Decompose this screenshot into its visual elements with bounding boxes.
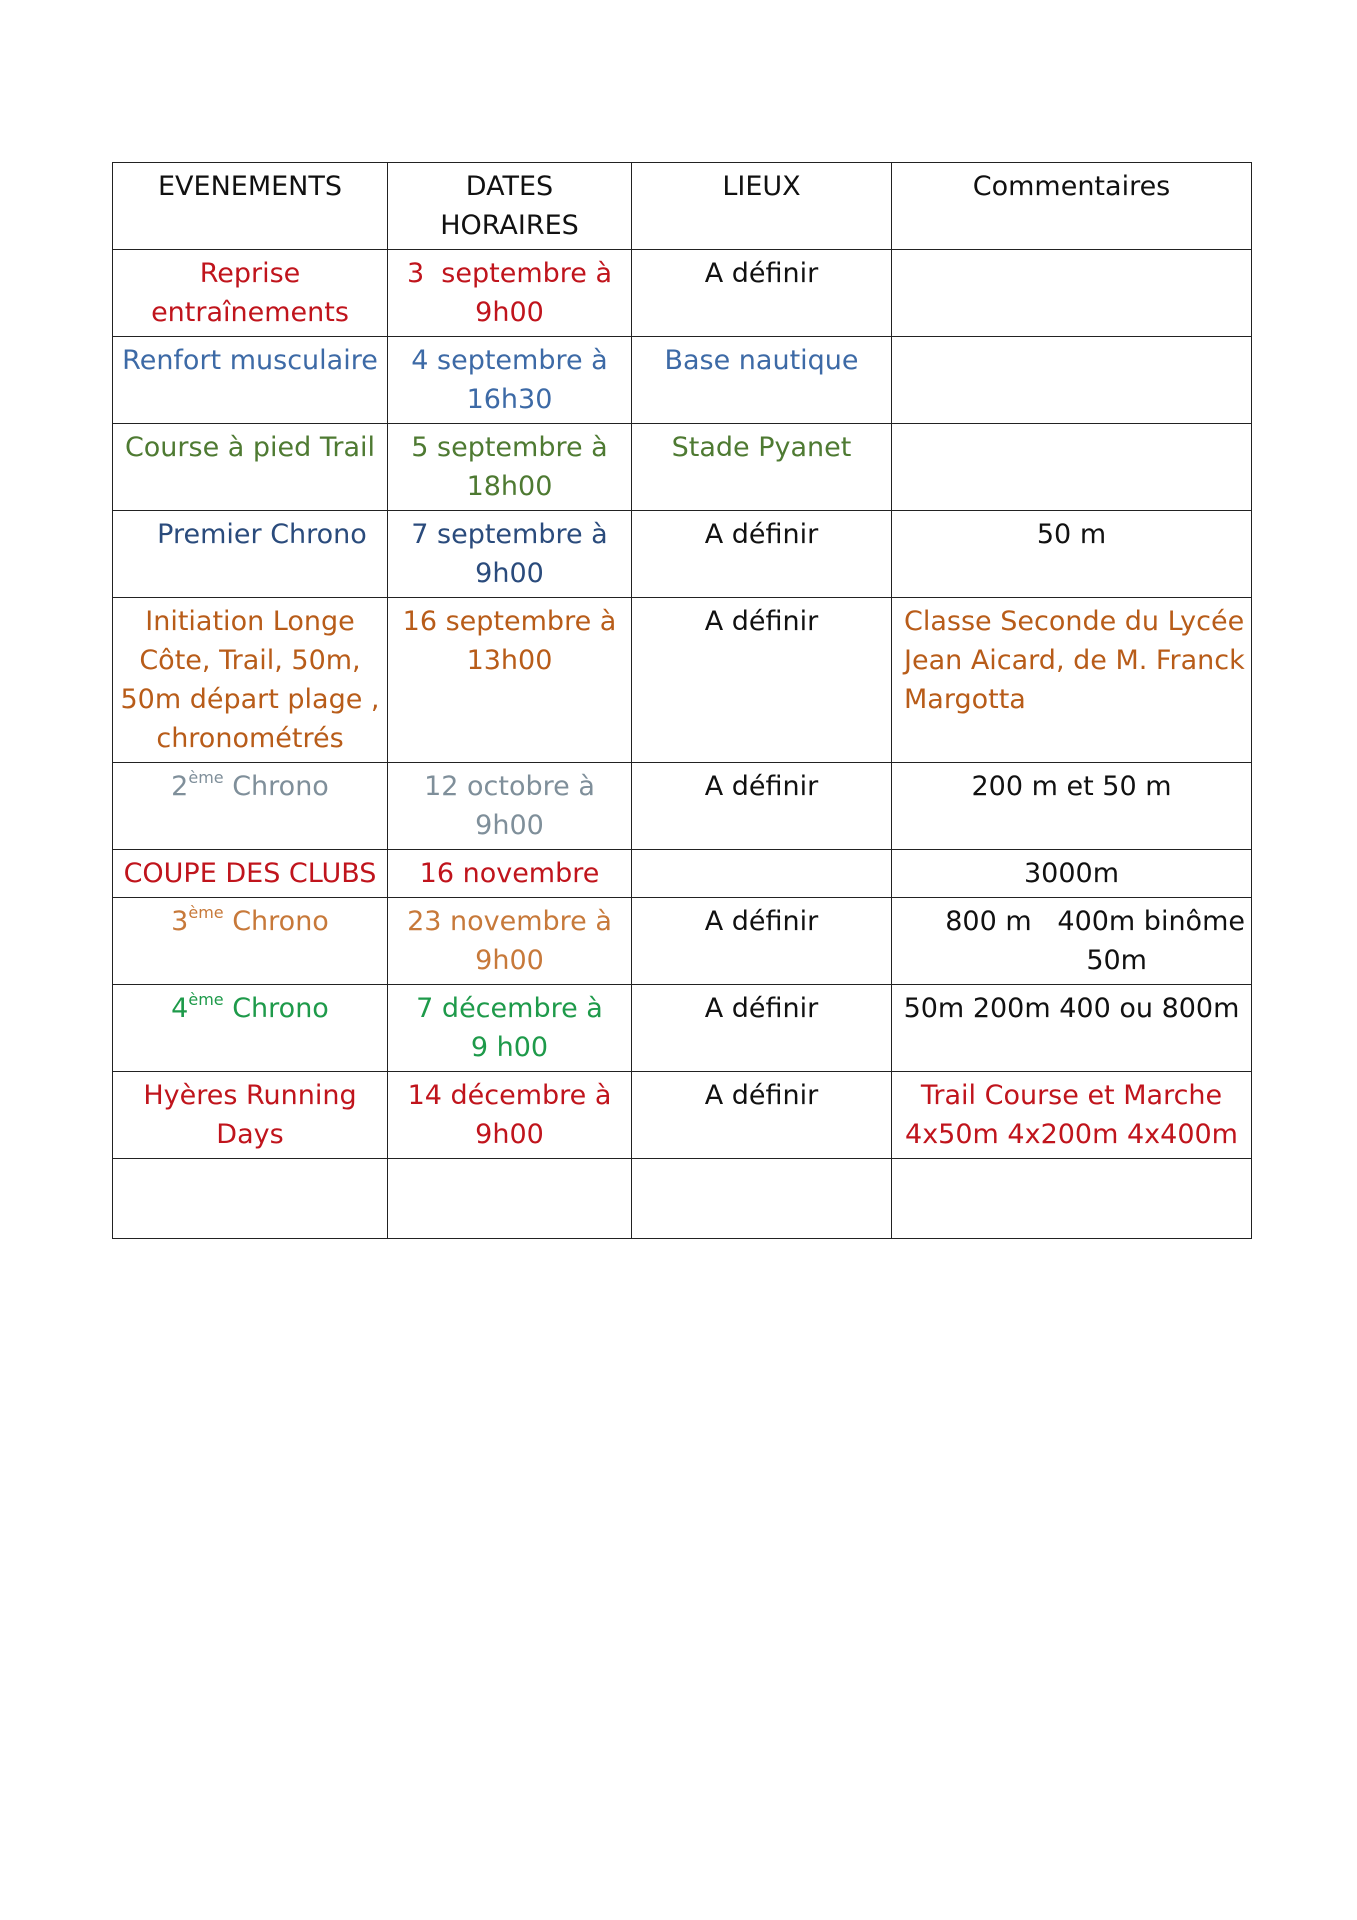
place-cell: [632, 250, 892, 337]
date-line: 16h30: [466, 384, 553, 415]
date-line: 9h00: [475, 1119, 544, 1150]
date-line: 9h00: [475, 558, 544, 589]
place-cell: [632, 1072, 892, 1159]
event-cell: [113, 1159, 388, 1239]
date-cell: [388, 985, 632, 1072]
date-line: 5 septembre à: [411, 432, 608, 463]
place-cell: [632, 424, 892, 511]
event-cell: [113, 850, 388, 898]
place-text: A définir: [704, 258, 819, 289]
date-line: 4 septembre à: [411, 345, 608, 376]
place-text: A définir: [704, 1080, 819, 1111]
event-ordinal: 3: [171, 906, 189, 937]
event-ordinal-suffix: ème: [188, 768, 224, 787]
event-line: Hyères Running: [143, 1080, 357, 1111]
event-ordinal-suffix: ème: [188, 990, 224, 1009]
comment-cell: [892, 850, 1252, 898]
event-cell: [113, 985, 388, 1072]
comment-text: 3000m: [1023, 858, 1119, 889]
table-row: [113, 850, 1252, 898]
table-row: [113, 250, 1252, 337]
table-row: [113, 598, 1252, 763]
date-line: 9h00: [475, 945, 544, 976]
event-line: COUPE DES CLUBS: [123, 858, 377, 889]
event-ordinal: 4: [171, 993, 189, 1024]
event-line: Reprise: [199, 258, 301, 289]
schedule-sheet: [112, 162, 1252, 1239]
header-events: [113, 163, 388, 250]
event-line: chronométrés: [156, 723, 344, 754]
table-row: [113, 424, 1252, 511]
event-line: Premier Chrono: [157, 519, 367, 550]
place-cell: [632, 1159, 892, 1239]
events-table: [112, 162, 1252, 1239]
place-cell: [632, 598, 892, 763]
place-text: A définir: [704, 519, 819, 550]
comment-cell: [892, 898, 1252, 985]
date-line: 16 novembre: [419, 858, 600, 889]
event-line: Côte, Trail, 50m,: [139, 645, 361, 676]
event-cell: [113, 598, 388, 763]
header-dates-line1: DATES: [465, 171, 554, 202]
header-comments: [892, 163, 1252, 250]
table-row: [113, 511, 1252, 598]
place-text: A définir: [704, 771, 819, 802]
event-ordinal: 2: [171, 771, 189, 802]
table-row: [113, 337, 1252, 424]
event-ordinal-suffix: ème: [188, 903, 224, 922]
event-line: Days: [216, 1119, 284, 1150]
table-row: [113, 1072, 1252, 1159]
date-cell: [388, 898, 632, 985]
comment-cell: [892, 250, 1252, 337]
place-cell: [632, 337, 892, 424]
comment-cell: [892, 424, 1252, 511]
header-dates-line2: HORAIRES: [440, 210, 579, 241]
event-line: Course à pied Trail: [124, 432, 376, 463]
event-line: Chrono: [223, 993, 329, 1024]
comment-cell: [892, 763, 1252, 850]
date-line: 7 septembre à: [411, 519, 608, 550]
date-cell: [388, 1072, 632, 1159]
table-row: [113, 763, 1252, 850]
event-cell: [113, 898, 388, 985]
place-text: A définir: [704, 606, 819, 637]
event-cell: [113, 424, 388, 511]
date-line: 9h00: [475, 297, 544, 328]
comment-text: 50m 200m 400 ou 800m: [903, 993, 1240, 1024]
comment-line: Jean Aicard, de M. Franck: [904, 645, 1245, 676]
place-cell: [632, 850, 892, 898]
header-comments-text: Commentaires: [972, 171, 1171, 202]
comment-cell: [892, 1159, 1252, 1239]
table-row: [113, 985, 1252, 1072]
date-cell: [388, 850, 632, 898]
place-cell: [632, 985, 892, 1072]
event-cell: [113, 511, 388, 598]
comment-cell: [892, 1072, 1252, 1159]
date-line: 12 octobre à: [424, 771, 595, 802]
comment-line: 800 m 400m binôme: [945, 906, 1245, 937]
date-line: 9h00: [475, 810, 544, 841]
date-line: 18h00: [466, 471, 553, 502]
comment-line: Classe Seconde du Lycée: [904, 606, 1245, 637]
header-events-text: EVENEMENTS: [157, 171, 343, 202]
date-cell: [388, 763, 632, 850]
event-line: Renfort musculaire: [122, 345, 378, 376]
place-cell: [632, 898, 892, 985]
date-cell: [388, 511, 632, 598]
comment-cell: [892, 511, 1252, 598]
table-row-empty: [113, 1159, 1252, 1239]
date-cell: [388, 598, 632, 763]
event-cell: [113, 1072, 388, 1159]
date-cell: [388, 337, 632, 424]
comment-text: 50 m: [1036, 519, 1107, 550]
event-cell: [113, 337, 388, 424]
table-header-row: [113, 163, 1252, 250]
date-line: 16 septembre à: [402, 606, 617, 637]
comment-line: 4x50m 4x200m 4x400m: [905, 1119, 1238, 1150]
place-cell: [632, 763, 892, 850]
table-row: [113, 898, 1252, 985]
date-cell: [388, 250, 632, 337]
comment-line: Margotta: [904, 684, 1026, 715]
date-line: 7 décembre à: [416, 993, 603, 1024]
place-cell: [632, 511, 892, 598]
date-line: 23 novembre à: [407, 906, 612, 937]
event-line: 50m départ plage ,: [120, 684, 380, 715]
place-text: Stade Pyanet: [671, 432, 852, 463]
place-text: A définir: [704, 906, 819, 937]
event-line: Chrono: [223, 906, 329, 937]
comment-line: Trail Course et Marche: [920, 1080, 1223, 1111]
date-line: 14 décembre à: [407, 1080, 612, 1111]
comment-line: 50m: [1086, 945, 1147, 976]
event-line: entraînements: [151, 297, 349, 328]
event-line: Chrono: [223, 771, 329, 802]
header-dates: [388, 163, 632, 250]
comment-text: 200 m et 50 m: [971, 771, 1172, 802]
header-places: [632, 163, 892, 250]
comment-cell: [892, 985, 1252, 1072]
date-cell: [388, 424, 632, 511]
date-cell: [388, 1159, 632, 1239]
date-line: 3 septembre à: [406, 258, 613, 289]
event-line: Initiation Longe: [145, 606, 355, 637]
date-line: 9 h00: [470, 1032, 549, 1063]
comment-cell: [892, 337, 1252, 424]
date-line: 13h00: [466, 645, 553, 676]
header-places-text: LIEUX: [722, 171, 801, 202]
event-cell: [113, 763, 388, 850]
place-text: Base nautique: [664, 345, 859, 376]
event-cell: [113, 250, 388, 337]
comment-cell: [892, 598, 1252, 763]
place-text: A définir: [704, 993, 819, 1024]
